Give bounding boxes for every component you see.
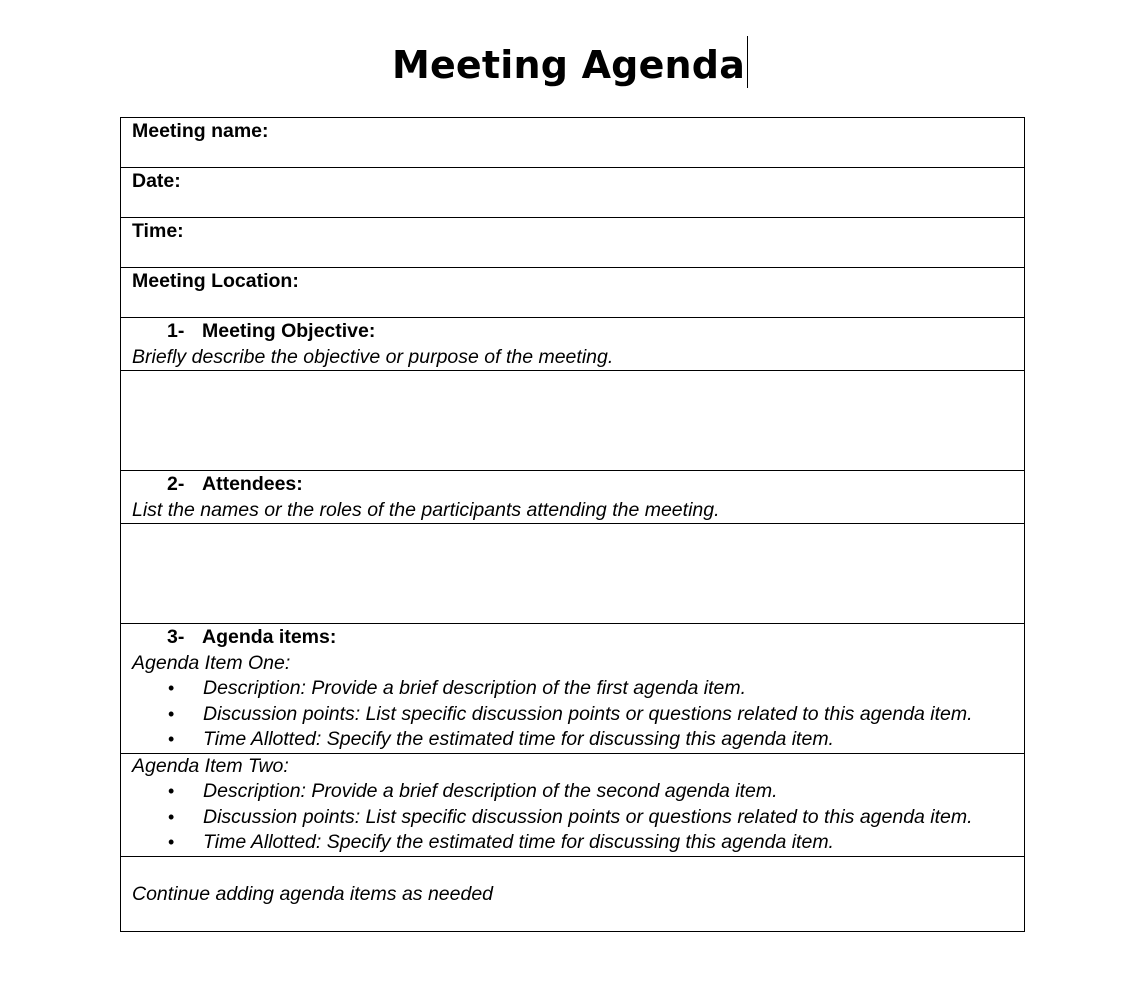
continue-note: Continue adding agenda items as needed (132, 882, 494, 905)
location-cell[interactable] (121, 268, 1025, 318)
location-label: Meeting Location: (132, 270, 299, 292)
document-title-text[interactable]: Meeting Agenda (391, 43, 746, 87)
objective-hint: Briefly describe the objective or purpose of the meeting. (132, 345, 614, 368)
attendees-number: 2- (167, 473, 185, 495)
list-item: • Time Allotted: Specify the estimated time for discussing this agenda item. (132, 830, 1013, 856)
attendees-header-row (121, 471, 1025, 524)
attendees-content-cell[interactable] (121, 524, 1025, 624)
agenda-title: Agenda items: (202, 626, 337, 648)
objective-content-cell[interactable] (121, 371, 1025, 471)
date-label: Date: (132, 170, 181, 192)
list-item: • Time Allotted: Specify the estimated time for discussing this agenda item. (132, 727, 1013, 753)
agenda-item-two-bullets (132, 779, 1013, 856)
date-cell[interactable] (121, 168, 1025, 218)
document-title[interactable] (0, 36, 1140, 89)
list-item: • Discussion points: List specific discussion points or questions related to this agenda item. (132, 805, 1013, 831)
attendees-hint: List the names or the roles of the participants attending the meeting. (132, 498, 720, 521)
objective-content-row (121, 371, 1025, 471)
attendees-content-row (121, 524, 1025, 624)
list-item: • Description: Provide a brief description of the first agenda item. (132, 676, 1013, 702)
list-item: • Description: Provide a brief description of the second agenda item. (132, 779, 1013, 805)
agenda-item-one-row (121, 624, 1025, 754)
meeting-name-label: Meeting name: (132, 120, 269, 142)
agenda-heading (132, 624, 1013, 651)
continue-cell[interactable] (121, 856, 1025, 931)
text-cursor (747, 36, 748, 88)
objective-title: Meeting Objective: (202, 320, 376, 342)
objective-heading (132, 318, 1013, 345)
time-cell[interactable] (121, 218, 1025, 268)
location-row (121, 268, 1025, 318)
time-label: Time: (132, 220, 184, 242)
objective-number: 1- (167, 320, 185, 342)
objective-header-row (121, 318, 1025, 371)
meeting-name-cell[interactable] (121, 118, 1025, 168)
agenda-item-two-cell[interactable] (121, 753, 1025, 856)
continue-row (121, 856, 1025, 931)
agenda-item-two-heading: Agenda Item Two: (132, 754, 289, 777)
agenda-item-one-heading: Agenda Item One: (132, 651, 291, 674)
objective-header-cell[interactable] (121, 318, 1025, 371)
meeting-name-row (121, 118, 1025, 168)
list-item: • Discussion points: List specific discussion points or questions related to this agenda item. (132, 702, 1013, 728)
attendees-title: Attendees: (202, 473, 303, 495)
agenda-number: 3- (167, 626, 185, 648)
date-row (121, 168, 1025, 218)
agenda-item-one-cell[interactable] (121, 624, 1025, 754)
agenda-item-two-row (121, 753, 1025, 856)
time-row (121, 218, 1025, 268)
agenda-item-one-bullets (132, 676, 1013, 753)
agenda-table (120, 117, 1025, 932)
attendees-header-cell[interactable] (121, 471, 1025, 524)
attendees-heading (132, 471, 1013, 498)
